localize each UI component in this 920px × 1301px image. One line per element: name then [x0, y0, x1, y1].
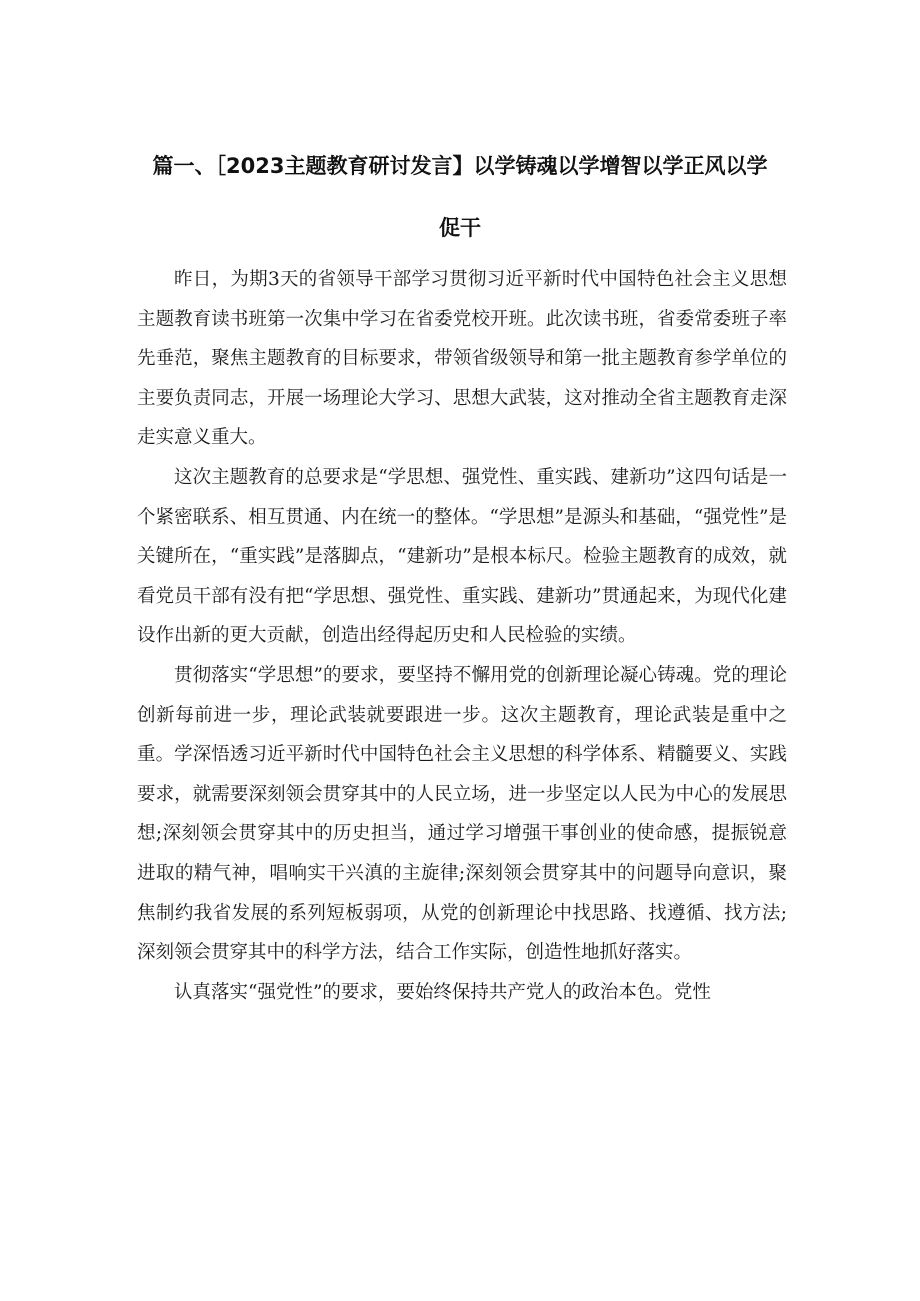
document-body — [137, 260, 787, 1012]
paragraph: 昨日，为期3天的省领导干部学习贯彻习近平新时代中国特色社会主义思想主题教育读书班第一次集中学习在省委党校开班。此次读书班，省委常委班子率先垂范，聚焦主题教育的目标要求，带领省级领导和第一批主题教育参学单位的主要负责同志，开展一场理论大学习、思想大武装，这对推动全省主题教育走深走实意义重大。 — [137, 269, 787, 449]
paragraph: 这次主题教育的总要求是“学思想、强党性、重实践、建新功”这四句话是一个紧密联系、相互贯通、内在统一的整体。“学思想”是源头和基础，“强党性”是关键所在，“重实践”是落脚点，“建新功”是根本标尺。检验主题教育的成效，就看党员干部有没有把“学思想、强党性、重实践、建新功”贯通起来，为现代化建设作出新的更大贡献，创造出经得起历史和人民检验的实绩。 — [137, 466, 787, 647]
paragraph: 贯彻落实“学思想”的要求，要坚持不懈用党的创新理论凝心铸魂。党的理论创新每前进一步，理论武装就要跟进一步。这次主题教育，理论武装是重中之重。学深悟透习近平新时代中国特色社会主义思想的科学体系、精髓要义、实践要求，就需要深刻领会贯穿其中的人民立场，进一步坚定以人民为中心的发展思想;深刻领会贯穿其中的历史担当，通过学习增强干事创业的使命感，提振锐意进取的精气神，唱响实干兴滇的主旋律;深刻领会贯穿其中的问题导向意识，聚焦制约我省发展的系列短板弱项，从党的创新理论中找思路、找遵循、找方法;深刻领会贯穿其中的科学方法，结合工作实际，创造性地抓好落实。 — [137, 664, 787, 964]
document-title: 篇一、［2023主题教育研讨发言】以学铸魂以学增智以学正风以学 — [152, 154, 768, 178]
paragraph: 认真落实“强党性”的要求，要始终保持共产党人的政治本色。党性 — [174, 981, 711, 1003]
document-title-continued: 促干 — [439, 216, 481, 240]
